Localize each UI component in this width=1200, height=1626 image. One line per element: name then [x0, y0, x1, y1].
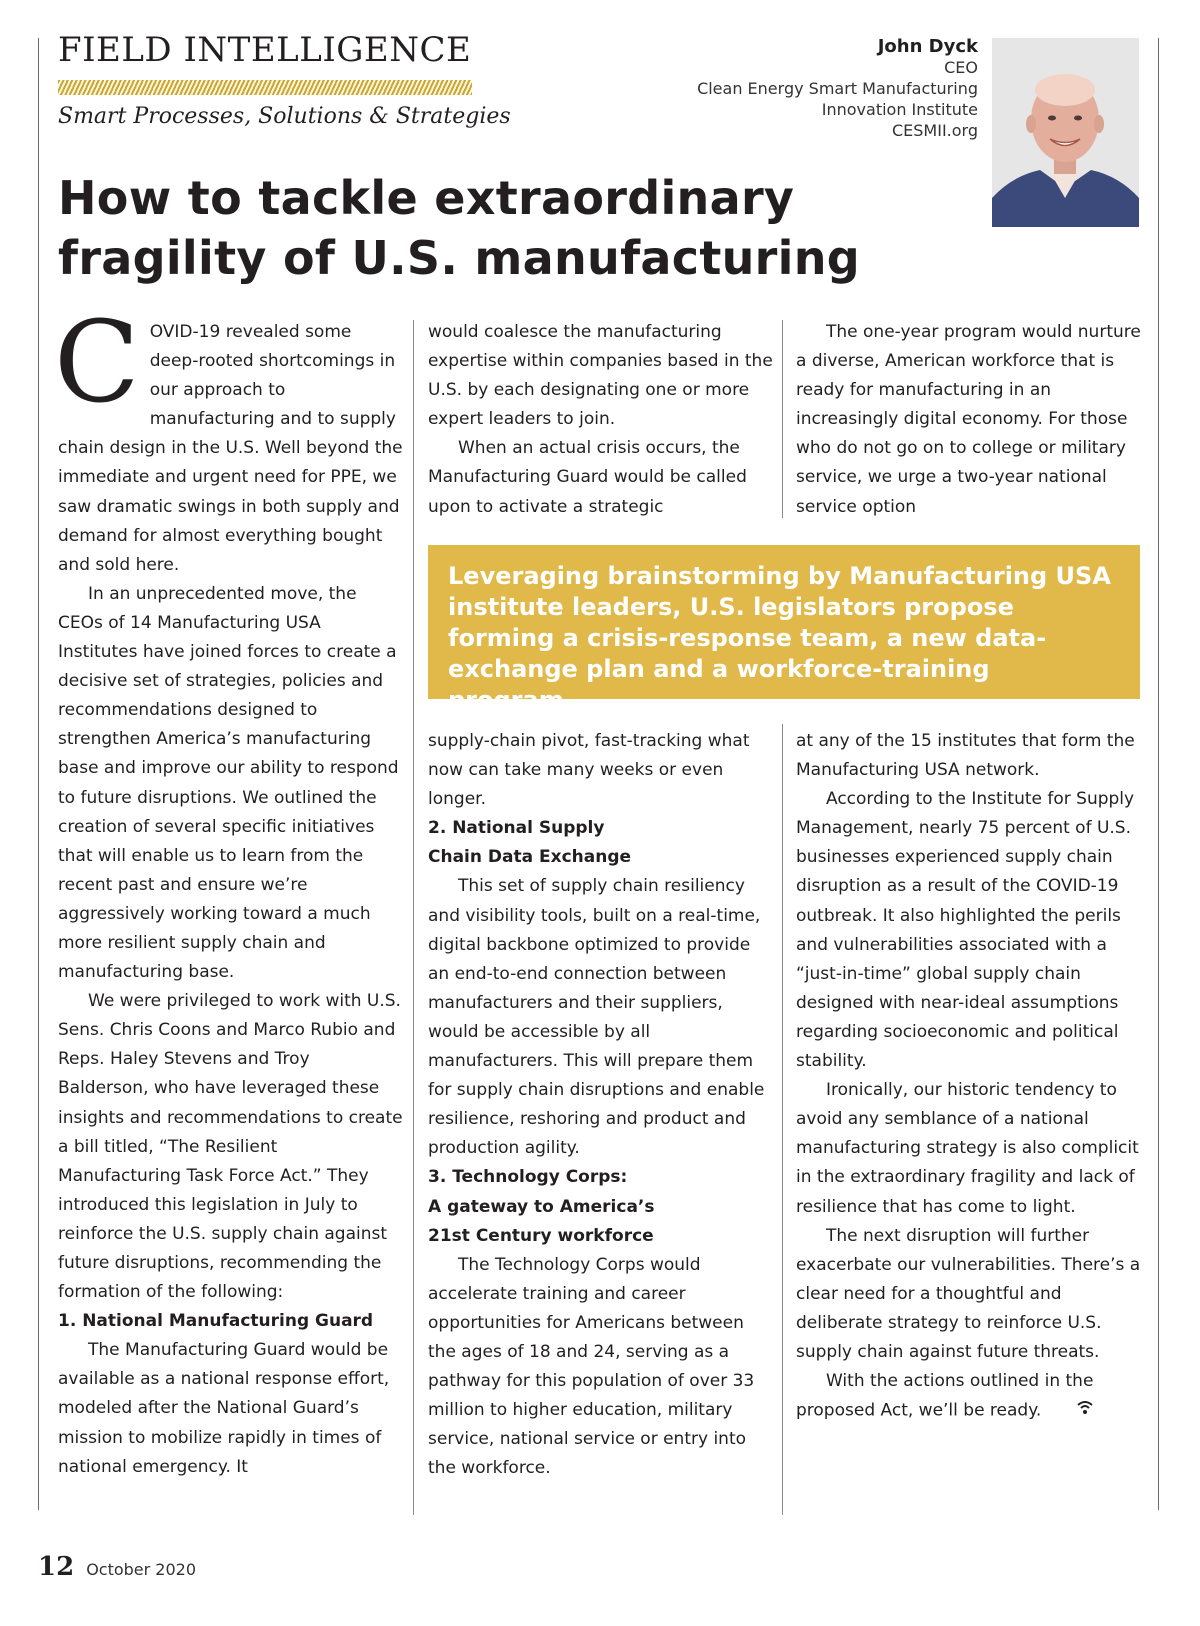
paragraph: The next disruption will further exacerbate our vulnerabilities. There’s a clear need for a thoughtful and deliberate strategy to reinforce U.S. supply chain against future threats.: [796, 1225, 1141, 1362]
left-page-rule: [38, 38, 39, 1510]
issue-date: October 2020: [86, 1560, 197, 1579]
paragraph: supply-chain pivot, fast-tracking what now can take many weeks or even longer.: [428, 731, 750, 810]
paragraph: at any of the 15 institutes that form the Manufacturing USA network.: [796, 731, 1135, 781]
column-rule-2-bottom: [782, 724, 783, 1515]
column-rule-2-top: [782, 320, 783, 518]
subhead-data-exchange-line1: 2. National Supply: [428, 818, 605, 839]
author-title: CEO: [944, 58, 978, 77]
column-2-top: [428, 318, 774, 522]
author-name: John Dyck: [877, 36, 978, 57]
paragraph: would coalesce the manufacturing expertise within companies based in the U.S. by each designating one or more expert leaders to join.: [428, 322, 773, 430]
paragraph-final: [796, 1367, 1142, 1426]
subhead-data-exchange-line2: Chain Data Exchange: [428, 847, 632, 868]
subhead-technology-corps-line1: 3. Technology Corps:: [428, 1167, 628, 1188]
paragraph: In an unprecedented move, the CEOs of 14 Manufacturing USA Institutes have joined forces to create a decisive set of strategies, policies and recommendations designed to strengthen America’s manufacturing base and improve our ability to respond to future disruptions. We outlined the creation of several specific initiatives that will enable us to learn from the recent past and ensure we’re aggressively working toward a much more resilient supply chain and manufacturing base.: [58, 583, 399, 983]
paragraph: When an actual crisis occurs, the Manufacturing Guard would be called upon to activate a strategic: [428, 438, 747, 517]
drop-cap: C: [54, 298, 140, 428]
gold-hatch-divider: [58, 80, 472, 95]
wireless-signal-icon: [1047, 1396, 1093, 1425]
paragraph: The Technology Corps would accelerate training and career opportunities for Americans between the ages of 18 and 24, serving as a pathway for this population of over 33 million to higher education, military service, national service or entry into the workforce.: [428, 1254, 755, 1479]
section-kicker: FIELD INTELLIGENCE: [58, 30, 472, 70]
section-tagline: Smart Processes, Solutions & Strategies: [58, 104, 511, 129]
author-byline: [697, 36, 978, 141]
column-rule-1: [413, 320, 414, 1515]
right-page-rule: [1158, 38, 1159, 1510]
paragraph: We were privileged to work with U.S. Sens. Chris Coons and Marco Rubio and Reps. Haley Stevens and Troy Balderson, who have leveraged these insights and recommendations to create a bill titled, “The Resilient Manufacturing Task Force Act.” They introduced this legislation in July to reinforce the U.S. supply chain against future disruptions, recommending the formation of the following:: [58, 991, 403, 1303]
subhead-technology-corps-line3: 21st Century workforce: [428, 1225, 654, 1246]
paragraph: The Manufacturing Guard would be available as a national response effort, modeled after the National Guard’s mission to mobilize rapidly in times of national emergency. It: [58, 1340, 390, 1477]
paragraph: Ironically, our historic tendency to avoid any semblance of a national manufacturing strategy is also complicit in the extraordinary fragility and lack of resilience that has come to light.: [796, 1080, 1139, 1217]
author-org-line1: Clean Energy Smart Manufacturing: [697, 79, 978, 98]
subhead-technology-corps-line2: A gateway to America’s: [428, 1196, 655, 1217]
column-1: [54, 298, 404, 1482]
author-website: CESMII.org: [891, 121, 978, 140]
paragraph: The one-year program would nurture a diverse, American workforce that is ready for manufacturing in an increasingly digital economy. For those who do not go on to college or military service, we urge a two-year national service option: [796, 322, 1141, 517]
paragraph: OVID-19 revealed some deep-rooted shortcomings in our approach to manufacturing and to supply chain design in the U.S. Well beyond the immediate and urgent need for PPE, we saw dramatic swings in both supply and demand for almost everything bought and sold here.: [58, 322, 403, 575]
author-portrait-illustration: [992, 38, 1139, 227]
final-sentence: With the actions outlined in the proposed Act, we’ll be ready.: [796, 1371, 1094, 1421]
column-3-bottom: [796, 727, 1142, 1426]
pull-quote: Leveraging brainstorming by Manufacturing USA institute leaders, U.S. legislators propose forming a crisis-response team, a new data-exchange plan and a workforce-training program.: [428, 545, 1140, 699]
article-headline: How to tackle extraordinary fragility of U.S. manufacturing: [58, 171, 860, 285]
subhead-national-manufacturing-guard: 1. National Manufacturing Guard: [58, 1311, 374, 1332]
column-2-bottom: [428, 727, 774, 1483]
paragraph: According to the Institute for Supply Management, nearly 75 percent of U.S. businesses experienced supply chain disruption as a result of the COVID-19 outbreak. It also highlighted the perils and vulnerabilities associated with a “just-in-time” global supply chain designed with near-ideal assumptions regarding socioeconomic and political stability.: [796, 789, 1135, 1072]
column-3-top: [796, 318, 1142, 522]
paragraph: This set of supply chain resiliency and visibility tools, built on a real-time, digital backbone optimized to provide an end-to-end connection between manufacturers and their suppliers, would be accessible by all manufacturers. This will prepare them for supply chain disruptions and enable resilience, reshoring and product and production agility.: [428, 876, 765, 1159]
author-photo: [992, 38, 1139, 227]
page-number: 12: [38, 1552, 75, 1582]
author-org-line2: Innovation Institute: [821, 100, 978, 119]
page-footer: [38, 1552, 196, 1582]
